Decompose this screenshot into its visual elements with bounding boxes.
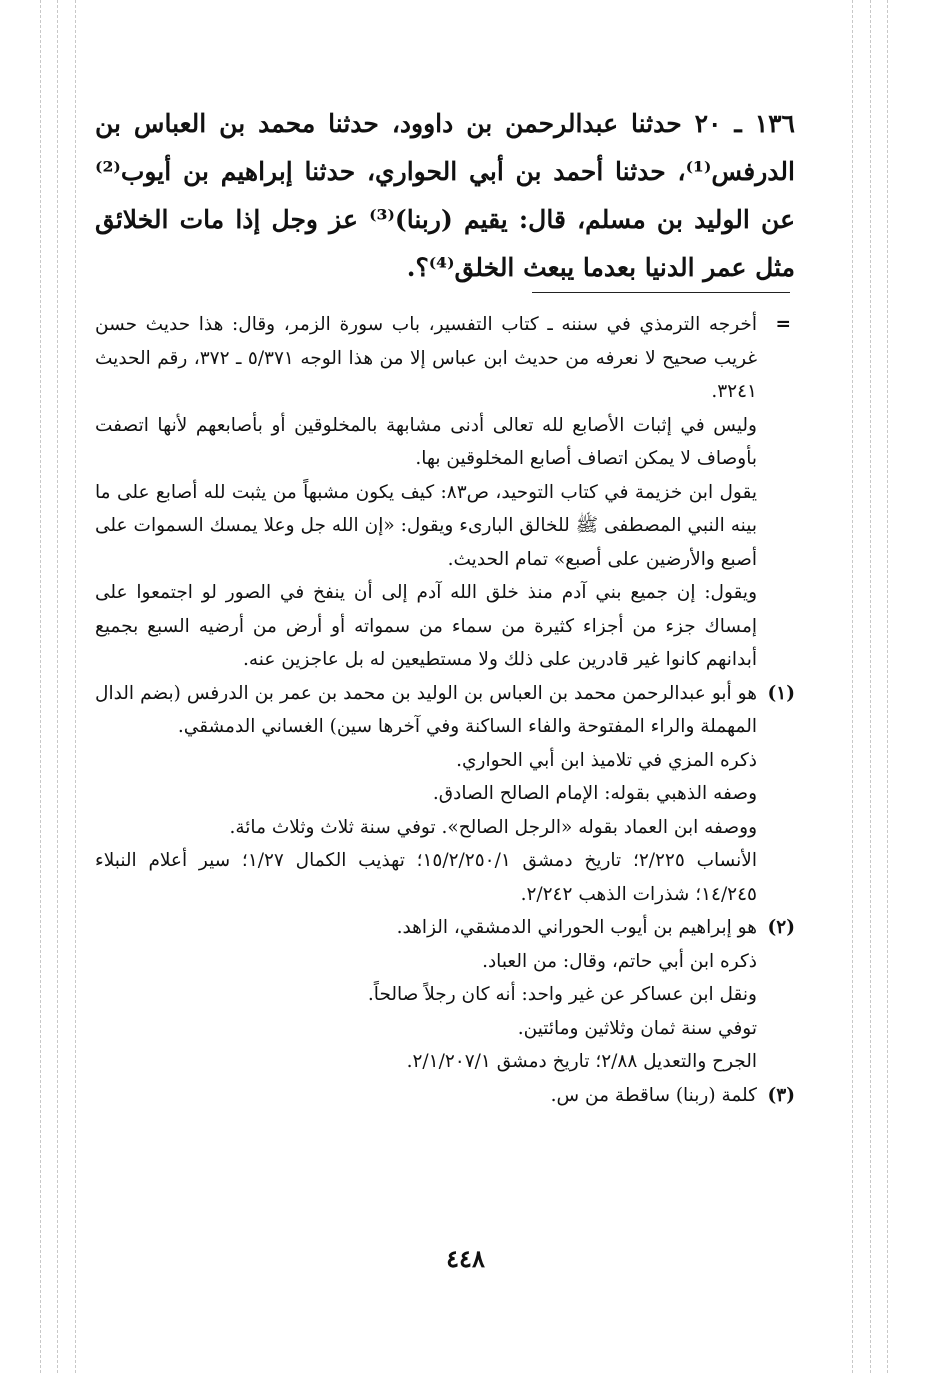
footnote-3 [95, 1079, 795, 1113]
footnote-paragraph: ويقول: إن جميع بني آدم منذ خلق الله آدم إلى أن ينفخ في الصور لو اجتمعوا على إمساك جزء من أجزاء كثيرة من سماء من سمواته أو أرض من أرضيه السبع بجميع أبدانهم كانوا غير قادرين على ذلك ولا مستطيعين له بل عاجزين عنه. [95, 582, 757, 670]
footnote-continued [95, 308, 795, 677]
footnote-marker: (٣) [767, 1084, 795, 1106]
footnote-paragraph: أخرجه الترمذي في سننه ـ كتاب التفسير، باب سورة الزمر، وقال: هذا حديث حسن غريب صحيح لا نعرفه من حديث ابن عباس إلا من هذا الوجه ٥/٣٧١ ـ ٣٧٢، رقم الحديث ٣٢٤١. [95, 314, 757, 402]
margin-guide-line [870, 0, 871, 1373]
hadith-body: حدثنا عبدالرحمن بن داوود، حدثنا محمد بن العباس بن الدرفس⁽¹⁾، حدثنا أحمد بن أبي الحواري، حدثنا إبراهيم بن أيوب⁽²⁾ عن الوليد بن مسلم، قال: يقيم (ربنا)⁽³⁾ عز وجل إذا مات الخلائق مثل عمر الدنيا بعدما يبعث الخلق⁽⁴⁾؟. [95, 109, 795, 282]
footnote-line: ونقل ابن عساكر عن غير واحد: أنه كان رجلاً صالحاً. [367, 984, 757, 1005]
footnotes [95, 308, 795, 1112]
footnote-2 [95, 911, 795, 1079]
footnote-line: ذكره ابن أبي حاتم، وقال: من العباد. [482, 950, 757, 972]
footnote-line: وصفه الذهبي بقوله: الإمام الصالح الصادق. [432, 783, 757, 804]
margin-guide-line [57, 0, 58, 1373]
hadith-main-text [95, 100, 795, 292]
margin-guide-line [852, 0, 853, 1373]
hadith-number: ١٣٦ ـ ٢٠ [694, 109, 795, 138]
footnote-paragraph: وليس في إثبات الأصابع لله تعالى أدنى مشابهة بالمخلوقين أو بأصابعهم لأنها اتصفت بأوصاف لا يمكن اتصاف أصابع المخلوقين بها. [95, 414, 757, 469]
footnote-line: ذكره المزي في تلاميذ ابن أبي الحواري. [456, 749, 757, 771]
footnote-references: الجرح والتعديل ٢/٨٨؛ تاريخ دمشق ٢/١/٢٠٧/١. [406, 1051, 757, 1072]
margin-guide-line [75, 0, 76, 1373]
footnote-line: توفي سنة ثمان وثلاثين ومائتين. [517, 1017, 757, 1039]
continuation-marker: = [775, 314, 791, 335]
footnote-separator [532, 292, 790, 293]
footnote-1 [95, 677, 795, 912]
footnote-line: كلمة (ربنا) ساقطة من س. [550, 1084, 757, 1106]
footnote-line: هو أبو عبدالرحمن محمد بن العباس بن الوليد بن محمد بن عمر بن الدرفس (بضم الدال المهملة والراء المفتوحة والفاء الساكنة وفي آخرها سين) الغساني الدمشقي. [95, 682, 757, 737]
footnote-line: هو إبراهيم بن أيوب الحوراني الدمشقي، الزاهد. [396, 917, 757, 938]
margin-guide-line [887, 0, 888, 1373]
margin-guide-line [40, 0, 41, 1373]
footnote-paragraph: يقول ابن خزيمة في كتاب التوحيد، ص٨٣: كيف يكون مشبهاً من يثبت لله أصابع على ما بينه النبي المصطفى ﷺ للخالق البارىء ويقول: «إن الله جل وعلا يمسك السموات على أصبع والأرضين على أصبع» تمام الحديث. [95, 481, 757, 570]
footnote-references: الأنساب ٢/٢٢٥؛ تاريخ دمشق ١٥/٢/٢٥٠/١؛ تهذيب الكمال ١/٢٧؛ سير أعلام النبلاء ١٤/٢٤٥؛ شذرات الذهب ٢/٢٤٢. [95, 850, 757, 905]
page-number: ٤٤٨ [446, 1244, 485, 1273]
footnote-marker: (١) [767, 682, 795, 704]
footnote-line: ووصفه ابن العماد بقوله «الرجل الصالح». توفي سنة ثلاث وثلاث مائة. [229, 816, 757, 838]
footnote-marker: (٢) [767, 917, 795, 938]
